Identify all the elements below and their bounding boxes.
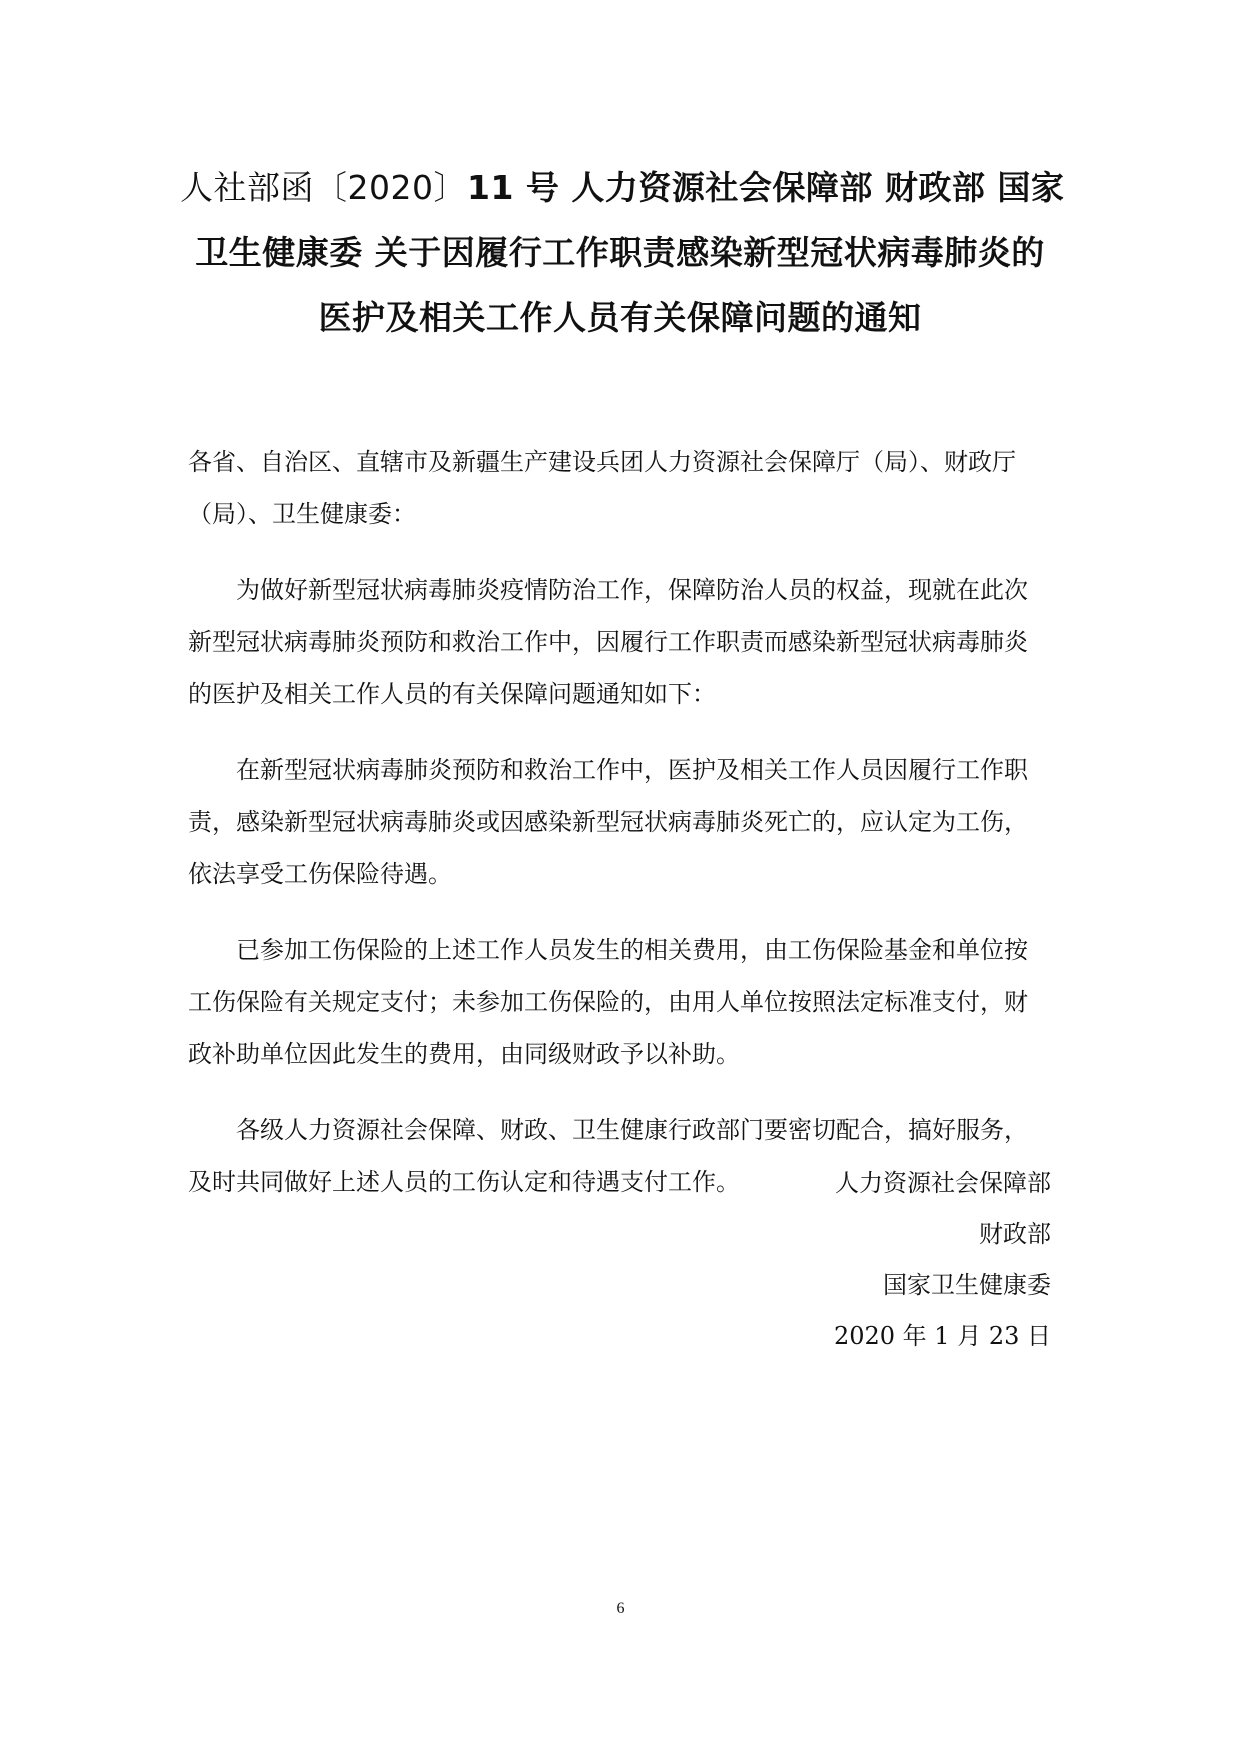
signatory-health: 国家卫生健康委 <box>883 1271 1051 1299</box>
paragraph-4: 各级人力资源社会保障、财政、卫生健康行政部门要密切配合，搞好服务，及时共同做好上述人员的工伤认定和待遇支付工作。 <box>188 1116 1028 1196</box>
signatory-finance: 财政部 <box>979 1220 1051 1248</box>
title-line-1 <box>180 155 1065 220</box>
signatory-hrss: 人力资源社会保障部 <box>835 1169 1051 1197</box>
page-number: 6 <box>616 1600 625 1617</box>
title-line-1-lead: 人社部函〔2020〕 <box>180 168 467 207</box>
signoff-block <box>834 1158 1051 1362</box>
title-line-2: 卫生健康委 关于因履行工作职责感染新型冠状病毒肺炎的 <box>195 233 1045 272</box>
document-body <box>188 436 1048 1232</box>
title-line-1-rest: 11 号 人力资源社会保障部 财政部 国家 <box>466 168 1065 207</box>
issue-date: 2020 年 1 月 23 日 <box>833 1322 1051 1350</box>
title-line-3: 医护及相关工作人员有关保障问题的通知 <box>318 298 922 337</box>
paragraph-3: 已参加工伤保险的上述工作人员发生的相关费用，由工伤保险基金和单位按工伤保险有关规定支付；未参加工伤保险的，由用人单位按照法定标准支付，财政补助单位因此发生的费用，由同级财政予以补助。 <box>188 936 1028 1068</box>
paragraph-1: 为做好新型冠状病毒肺炎疫情防治工作，保障防治人员的权益，现就在此次新型冠状病毒肺炎预防和救治工作中，因履行工作职责而感染新型冠状病毒肺炎的医护及相关工作人员的有关保障问题通知如下： <box>188 576 1028 708</box>
paragraph-2: 在新型冠状病毒肺炎预防和救治工作中，医护及相关工作人员因履行工作职责，感染新型冠状病毒肺炎或因感染新型冠状病毒肺炎死亡的，应认定为工伤，依法享受工伤保险待遇。 <box>188 756 1028 888</box>
document-title <box>180 155 1065 350</box>
salutation: 各省、自治区、直辖市及新疆生产建设兵团人力资源社会保障厅（局）、财政厅（局）、卫生健康委： <box>188 448 1016 528</box>
